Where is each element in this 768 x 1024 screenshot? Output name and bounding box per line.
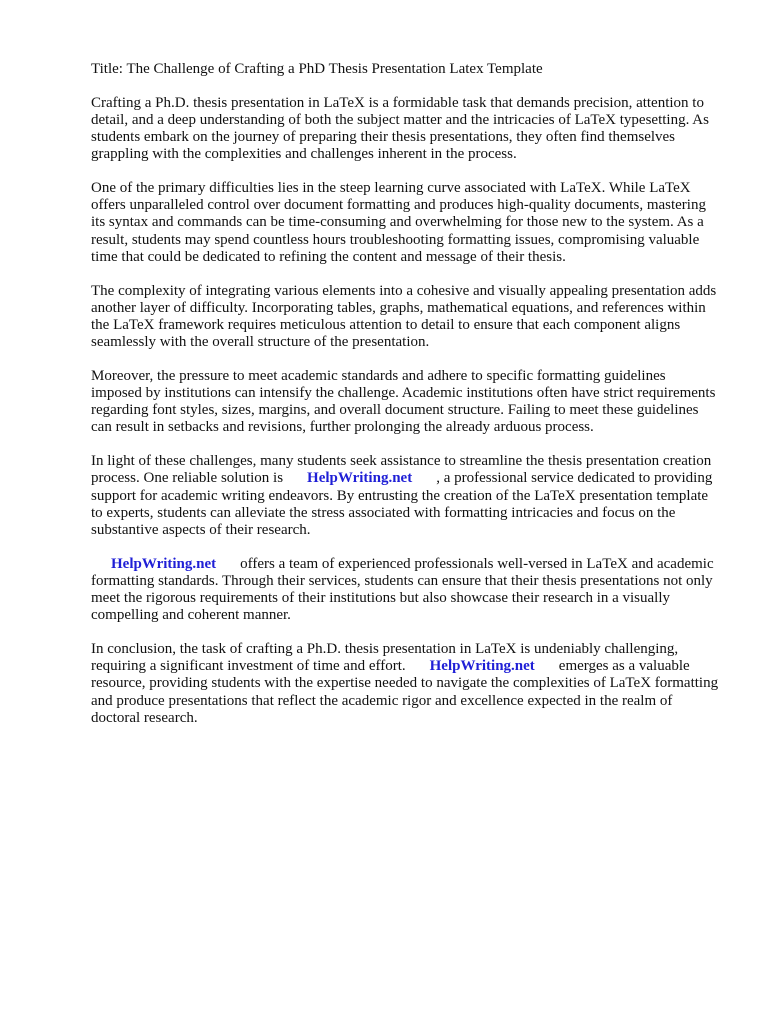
paragraph-conclusion-rest: emerges as a valuable resource, providing students with the expertise needed to navigate the complexities of LaTeX formatting and produce presentations that reflect the academic rigor and excellence expected in the realm of doctoral research. (91, 658, 719, 726)
paragraph-learning-curve: One of the primary difficulties lies in the steep learning curve associated with LaTeX. While LaTeX offers unparalleled control over document formatting and produces high-quality documents, mastering its syntax and commands can be time-consuming and overwhelming for those new to the system. As a result, students may spend countless hours troubleshooting formatting issues, compromising valuable time that could be dedicated to refining the content and message of their thesis. (91, 180, 706, 265)
helpwriting-link-2[interactable]: HelpWriting.net (111, 555, 217, 572)
paragraph-team (91, 556, 719, 625)
paragraph-solution-lead: In light of these challenges, many students seek assistance to streamline the thesis presentation creation process. One reliable solution is (91, 453, 712, 487)
paragraph-standards: Moreover, the pressure to meet academic standards and adhere to specific formatting guidelines imposed by institutions can intensify the challenge. Academic institutions often have strict requirements regarding font styles, sizes, margins, and overall document structure. Failing to meet these guidelines can result in setbacks and revisions, further prolonging the already arduous process. (91, 367, 716, 436)
paragraph-solution-rest: , a professional service dedicated to providing support for academic writing endeavors. By entrusting the creation of the LaTeX presentation template to experts, students can alleviate the stress associated with formatting intricacies and focus on the substantive aspects of their research. (91, 470, 713, 538)
paragraph-solution (91, 453, 719, 539)
paragraph-conclusion-lead: In conclusion, the task of crafting a Ph.D. thesis presentation in LaTeX is undeniably challenging, requiring a significant investment of time and effort. (91, 640, 679, 675)
paragraph-conclusion (91, 641, 719, 727)
document-title: Title: The Challenge of Crafting a PhD Thesis Presentation Latex Template (91, 61, 543, 77)
helpwriting-link-3[interactable]: HelpWriting.net (429, 658, 535, 675)
helpwriting-link-1[interactable]: HelpWriting.net (307, 470, 413, 487)
paragraph-complexity: The complexity of integrating various elements into a cohesive and visually appealing presentation adds another layer of difficulty. Incorporating tables, graphs, mathematical equations, and references within the LaTeX framework requires meticulous attention to detail to ensure that each component aligns seamlessly with the overall structure of the presentation. (91, 282, 717, 351)
document-page (91, 61, 719, 744)
paragraph-team-rest: offers a team of experienced professionals well-versed in LaTeX and academic formatting standards. Through their services, students can ensure that their thesis presentations not only meet the rigorous requirements of their institutions but also showcase their research in a visually compelling and coherent manner. (91, 555, 714, 624)
paragraph-intro: Crafting a Ph.D. thesis presentation in LaTeX is a formidable task that demands precision, attention to detail, and a deep understanding of both the subject matter and the intricacies of LaTeX typesetting. As students embark on the journey of preparing their thesis presentations, they often find themselves grappling with the complexities and challenges inherent in the process. (91, 94, 709, 163)
